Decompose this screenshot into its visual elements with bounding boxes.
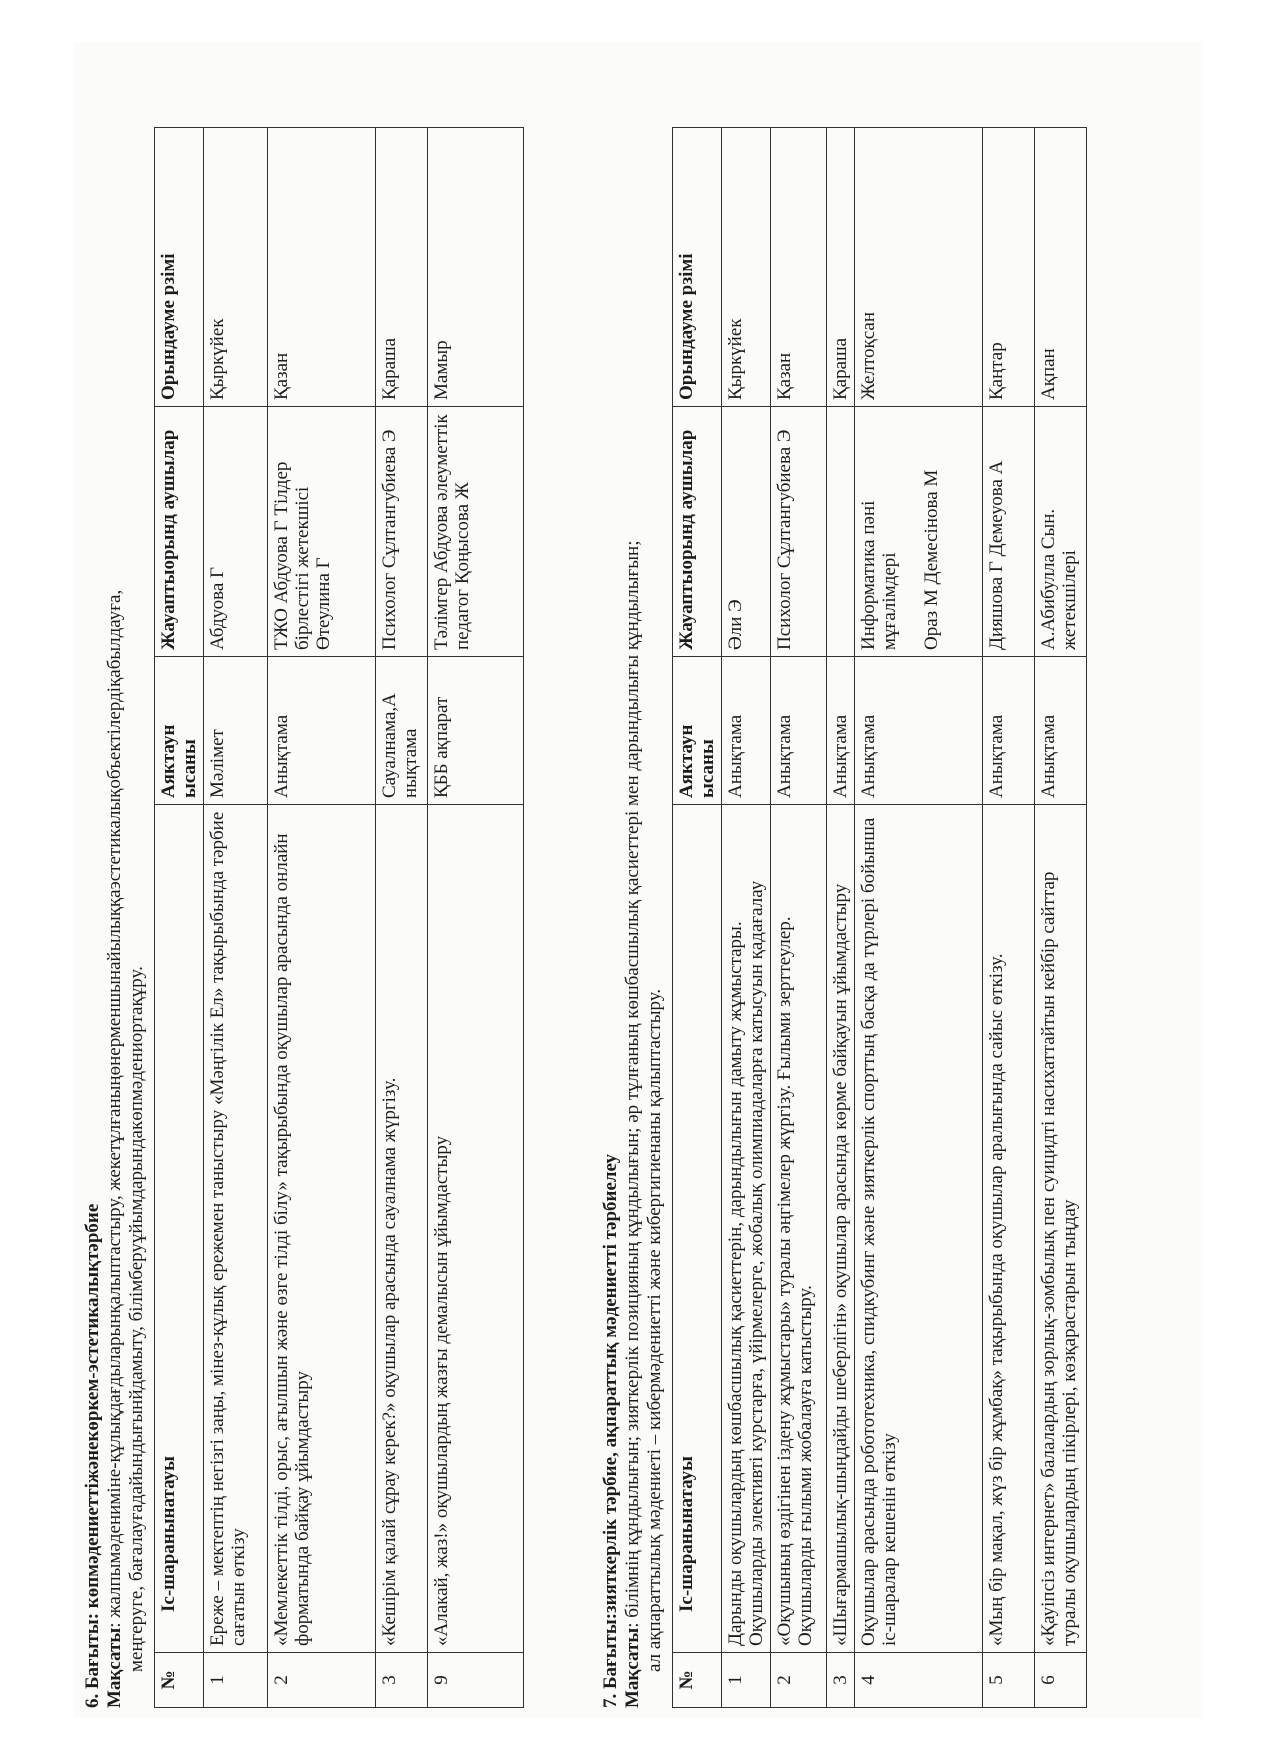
cell-form: Анықтама [855, 657, 983, 805]
cell-date: Қараша [827, 128, 855, 407]
table-row [204, 128, 268, 1708]
cell-form: Анықтама [1035, 657, 1087, 805]
cell-no: 3 [827, 1653, 855, 1708]
section-6-table [154, 127, 524, 1708]
cell-date: Қараша [376, 128, 428, 407]
cell-activity: Оқушылар арасында робототехника, спидкубинг және зияткерлік спорттың басқа да түрлері бойынша іс-шаралар кешенін өткізу [855, 805, 983, 1653]
table-row [771, 128, 827, 1708]
cell-responsible: А.Абибулла Сын. жетекшілері [1035, 407, 1087, 657]
cell-no: 5 [983, 1653, 1035, 1708]
cell-date: Ақпан [1035, 128, 1087, 407]
cell-date: Қыркүйек [722, 128, 771, 407]
section-6 [82, 128, 524, 1708]
table-row [428, 128, 524, 1708]
cell-form: Анықтама [722, 657, 771, 805]
cell-no: 4 [855, 1653, 983, 1708]
cell-date: Желтоқсан [855, 128, 983, 407]
cell-no: 2 [771, 1653, 827, 1708]
cell-responsible [827, 407, 855, 657]
col-header-no: № [673, 1653, 722, 1708]
col-header-responsible: Жауаптыорынд аушылар [673, 407, 722, 657]
cell-activity: Дарынды оқушылардың көшбасшылық қасиеттерін, дарындылығын дамыту жұмыстары. Оқушыларды элективті курстарға, үйірмелерге, жобалық олимпиадаларға катысуын қадағалау [722, 805, 771, 1653]
table-row [855, 128, 983, 1708]
section-7-goal-text-2: ал ақпараттылық мәдениеті – кибермәдениетті және кибергигиенаны қалыптастыру. [644, 988, 665, 1672]
table-row [827, 128, 855, 1708]
col-header-responsible: Жауаптыорынд аушылар [155, 407, 204, 657]
cell-form: ҚББ ақпарат [428, 657, 524, 805]
section-7-table [672, 127, 1087, 1708]
section-6-goal-line-1 [104, 128, 126, 1708]
table-header-row [673, 128, 722, 1708]
table-row [983, 128, 1035, 1708]
cell-activity: «Мың бір мақал, жүз бір жұмбақ» тақырыбында оқушылар аралығында сайыс өткізу. [983, 805, 1035, 1653]
table-row [722, 128, 771, 1708]
section-7-heading: 7. Бағыты:зияткерлік тәрбие, ақпараттық мәдениетті тәрбиелеу [600, 1153, 621, 1708]
cell-responsible: Дияшова Г Демеуова А [983, 407, 1035, 657]
cell-form: Анықтама [771, 657, 827, 805]
section-6-heading: 6. Бағыты: көпмәдениеттіжәнекөркем-эстетикалықтәрбие [82, 1203, 103, 1708]
cell-responsible: Тәлімгер Абдуова әлеуметтік педагог Қоңысова Ж [428, 407, 524, 657]
cell-date: Қаңтар [983, 128, 1035, 407]
rotated-page [82, 128, 1122, 1708]
cell-responsible: Әли Э [722, 407, 771, 657]
cell-form: Мәлімет [204, 657, 268, 805]
col-header-date: Орындауме рзімі [673, 128, 722, 407]
cell-form: Сауалнама,А нықтама [376, 657, 428, 805]
section-6-goal-text-2: меңгеруге, бағалауғадайындығынйдамыту, білімберуұйымдарындакөпмәдениортақұру. [126, 966, 147, 1672]
table-row [376, 128, 428, 1708]
cell-no: 3 [376, 1653, 428, 1708]
section-7-goal-label: Мақсаты [622, 1627, 643, 1708]
cell-no: 6 [1035, 1653, 1087, 1708]
cell-responsible: Абдуова Г [204, 407, 268, 657]
col-header-no: № [155, 1653, 204, 1708]
cell-activity: «Шығармашылық-шыңдайды шеберлігін» оқушылар арасында көрме байқауын ұйымдастыру [827, 805, 855, 1653]
cell-date: Қыркүйек [204, 128, 268, 407]
table-row [268, 128, 376, 1708]
cell-activity: «Кешірім қалай сұрау керек?» оқушылар арасында сауалнама жүргізу. [376, 805, 428, 1653]
cell-responsible: Психолог Сұлтангубиева Э [376, 407, 428, 657]
cell-form: Анықтама [827, 657, 855, 805]
section-6-goal-label: Мақсаты [104, 1627, 125, 1708]
cell-responsible: ТЖО Абдуова Г Тілдер бірлестігі жетекшісі Өтеулина Г [268, 407, 376, 657]
section-7-goal-text-1: : білімнің құндылығын; зияткерлік позицияның құндылығын; әр тұлғаның көшбасшылық қасиеттері мен дарындылығы құндылығын; [622, 540, 643, 1628]
col-header-activity: Іс-шаранынатауы [155, 805, 204, 1653]
cell-activity: Ереже – мектептің негізгі заңы, мінез-құлық ережемен таныстыру «Мәңгілік Ел» тақырыбында тәрбие сағатын өткізу [204, 805, 268, 1653]
cell-no: 1 [204, 1653, 268, 1708]
cell-responsible: Психолог Сұлтангубиева Э [771, 407, 827, 657]
cell-date: Қазан [771, 128, 827, 407]
cell-form: Анықтама [983, 657, 1035, 805]
cell-activity: «Оқушының өздігінен іздену жұмыстары» туралы әңгімелер жүргізу. Ғылыми зерттеулер. Оқушыларды ғылыми жобалауға катыстыру. [771, 805, 827, 1653]
cell-no: 1 [722, 1653, 771, 1708]
col-header-form: Аяктаун ысаны [673, 657, 722, 805]
cell-date: Мамыр [428, 128, 524, 407]
col-header-form: Аяктаун ысаны [155, 657, 204, 805]
cell-activity: «Қауіпсіз интернет» балалардың зорлық-зомбылық пен суицидті насихаттайтын кейбір сайттар туралы оқушылардың пікірлері, көзқарастарын тыңдау [1035, 805, 1087, 1653]
section-7-header [600, 128, 666, 1708]
col-header-date: Орындауме рзімі [155, 128, 204, 407]
table-row [1035, 128, 1087, 1708]
cell-form: Анықтама [268, 657, 376, 805]
section-7-goal-line-1 [622, 128, 644, 1708]
cell-date: Қазан [268, 128, 376, 407]
cell-no: 9 [428, 1653, 524, 1708]
col-header-activity: Іс-шаранынатауы [673, 805, 722, 1653]
section-6-header [82, 128, 148, 1708]
section-7 [600, 128, 1087, 1708]
table-header-row [155, 128, 204, 1708]
cell-responsible: Информатика пәні мұғалімдері Ораз М Демесінова М [855, 407, 983, 657]
cell-activity: «Мемлекеттік тілді, орыс, ағылшын және өзге тілді білу» тақырыбында оқушылар арасында онлайн форматында байқау ұйымдастыру [268, 805, 376, 1653]
cell-no: 2 [268, 1653, 376, 1708]
section-6-goal-text-1: : жалпымәдениміне-құлықдағдыларынқалыптастыру, жекетұлғаныңөнерменшынайылыққаэстетикалықобъектілердіқабылдауға, [104, 589, 125, 1628]
cell-activity: «Алакай, жаз!» оқушылардың жазғы демалысын ұйымдастыру [428, 805, 524, 1653]
